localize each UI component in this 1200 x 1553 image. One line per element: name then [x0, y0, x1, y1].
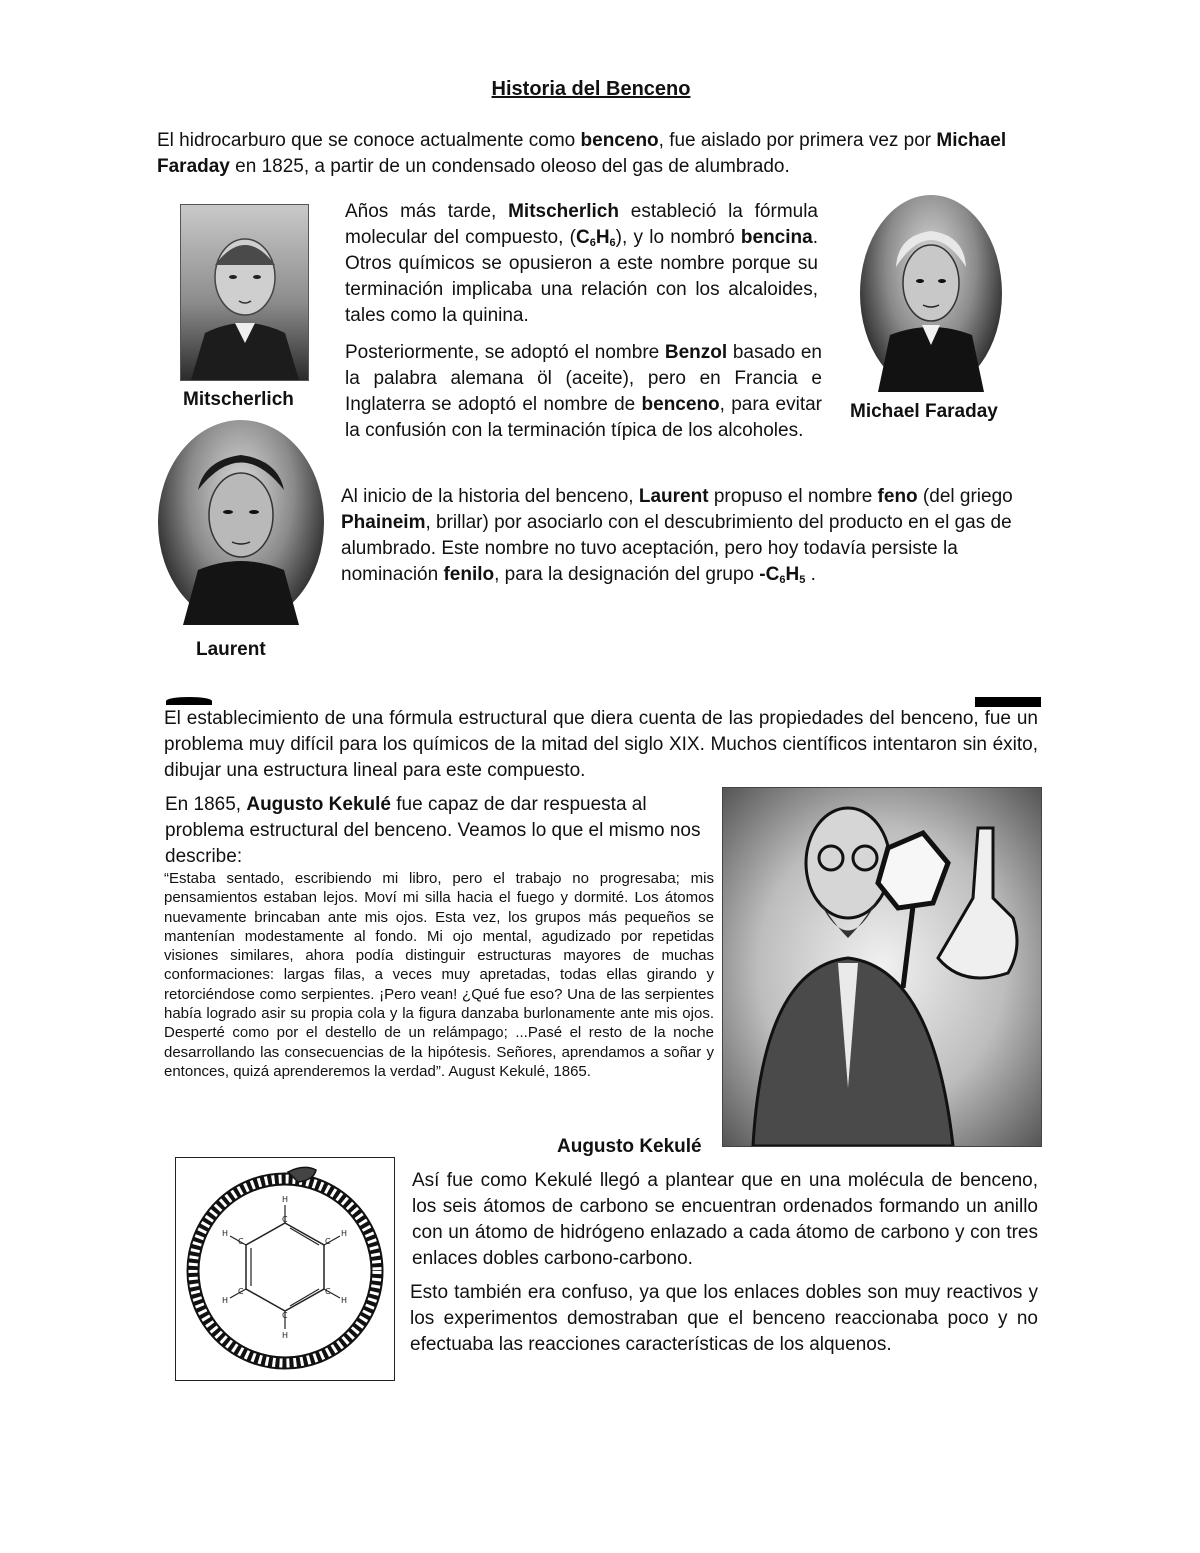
mitscherlich-text-1: Años más tarde,: [345, 201, 509, 222]
atom-h-3: H: [341, 1296, 348, 1305]
formula-h: H: [595, 227, 610, 248]
faraday-caption: Michael Faraday: [850, 401, 998, 422]
benzol-text-2: basado en la palabra alemana öl (aceite), pero en Francia e Inglaterra se adoptó el nombre de: [345, 342, 822, 415]
laurent-bold-name: Laurent: [638, 486, 709, 507]
laurent-text-5: , para la designación del grupo: [494, 564, 760, 585]
kekule-intro-text-2: fue capaz de dar respuesta al problema estructural del benceno. Veamos lo que el mismo nos describe:: [165, 794, 701, 867]
laurent-caption: Laurent: [196, 639, 266, 660]
formula-c6h6: [576, 227, 616, 248]
black-artifact-left: [166, 697, 212, 705]
laurent-bold-feno: feno: [877, 486, 918, 507]
intro-text-2: , fue aislado por primera vez por: [658, 130, 937, 151]
laurent-bold-phaineim: Phaineim: [341, 512, 426, 533]
atom-h-4: H: [282, 1331, 289, 1340]
group-c6h5: [759, 564, 805, 585]
mitscherlich-bold-name: Mitscherlich: [508, 201, 619, 222]
benzol-text-1: Posteriormente, se adoptó el nombre: [345, 342, 665, 363]
benzol-text-3: , para evitar la confusión con la terminación típica de los alcoholes.: [345, 394, 823, 441]
intro-paragraph: [157, 128, 1037, 180]
laurent-text-6: .: [805, 564, 816, 585]
mitscherlich-text-3: ), y lo nombró: [615, 227, 741, 248]
kekule-sketch: [723, 788, 1041, 1146]
ring-paragraph: Así fue como Kekulé llegó a plantear que en una molécula de benceno, los seis átomos de carbono se encuentran ordenados formando un anillo con un átomo de hidrógeno enlazado a cada átomo de carbono y con tres enlaces dobles carbono-carbono.: [412, 1170, 1038, 1269]
formula-c: C: [575, 227, 590, 248]
atom-h-2: H: [341, 1229, 348, 1238]
group-c: -C: [759, 564, 780, 585]
atom-c-6: C: [238, 1237, 244, 1246]
atom-h-1: H: [282, 1195, 289, 1204]
benzol-paragraph: [345, 340, 822, 444]
laurent-text-2: propuso el nombre: [708, 486, 878, 507]
mitscherlich-text-4: . Otros químicos se opusieron a este nombre porque su terminación implicaba una relación con los alcaloides, tales como la quinina.: [345, 227, 818, 326]
atom-c-2: C: [325, 1237, 331, 1246]
kekule-intro-paragraph: [165, 792, 717, 870]
kekule-intro-text-1: En 1865,: [165, 794, 247, 815]
group-h: H: [785, 564, 800, 585]
structure-paragraph: El establecimiento de una fórmula estructural que diera cuenta de las propiedades del benceno, fue un problema muy difícil para los químicos de la mitad del siglo XIX. Muchos científicos intentaron sin éxito, dibujar una estructura lineal para este compuesto.: [164, 708, 1038, 781]
group-h-sub: 5: [799, 574, 806, 586]
laurent-text-1: Al inicio de la historia del benceno,: [341, 486, 639, 507]
kekule-illustration: [722, 787, 1042, 1147]
group-c-sub: 6: [779, 574, 786, 586]
intro-bold-faraday: Michael Faraday: [157, 130, 1007, 177]
confuso-paragraph: Esto también era confuso, ya que los enlaces dobles son muy reactivos y los experimentos demostraban que el benceno reaccionaba poco y no efectuaba las reacciones características de los alquenos.: [410, 1282, 1038, 1355]
laurent-bold-fenilo: fenilo: [443, 564, 495, 585]
mitscherlich-portrait-sketch: [181, 205, 308, 380]
faraday-portrait-sketch: [860, 195, 1002, 392]
mitscherlich-text-2: estableció la fórmula molecular del compuesto, (: [345, 201, 818, 248]
ouroboros-svg: [176, 1158, 394, 1380]
kekule-caption: Augusto Kekulé: [557, 1136, 702, 1157]
formula-c-sub: 6: [589, 237, 596, 249]
laurent-portrait-sketch: [158, 420, 324, 625]
formula-h-sub: 6: [609, 237, 616, 249]
mitscherlich-caption: Mitscherlich: [183, 389, 294, 410]
page-title: Historia del Benceno: [491, 78, 691, 100]
mitscherlich-portrait: [180, 204, 309, 381]
intro-text-1: El hidrocarburo que se conoce actualmente como: [157, 130, 581, 151]
intro-bold-benceno: benceno: [580, 130, 659, 151]
atom-h-6: H: [222, 1229, 229, 1238]
laurent-text-3: (del griego: [917, 486, 1013, 507]
laurent-portrait: [158, 420, 324, 625]
atom-c-1: C: [282, 1215, 288, 1224]
mitscherlich-bold-bencina: bencina: [740, 227, 813, 248]
laurent-paragraph: [341, 484, 1031, 588]
atom-c-5: C: [238, 1287, 244, 1296]
atom-h-5: H: [222, 1296, 229, 1305]
laurent-text-4: , brillar) por asociarlo con el descubrimiento del producto en el gas de alumbrado. Este nombre no tuvo aceptación, pero hoy todavía persiste la nominación: [341, 512, 1012, 585]
kekule-intro-bold-name: Augusto Kekulé: [246, 794, 391, 815]
atom-c-4: C: [282, 1311, 288, 1320]
intro-text-3: en 1825, a partir de un condensado oleoso del gas de alumbrado.: [229, 156, 790, 177]
ouroboros-benzene-diagram: [175, 1157, 395, 1381]
atom-c-3: C: [325, 1287, 331, 1296]
benzol-bold-benceno: benceno: [641, 394, 720, 415]
mitscherlich-paragraph: [345, 199, 818, 329]
benzol-bold-benzol: Benzol: [664, 342, 728, 363]
kekule-quote: “Estaba sentado, escribiendo mi libro, pero el trabajo no progresaba; mis pensamientos estaban lejos. Moví mi silla hacia el fuego y dormité. Los átomos nuevamente brincaban ante mis ojos. Esta vez, los grupos más pequeños se mantenían modestamente al fondo. Mi ojo mental, agudizado por repetidas visiones similares, ahora podía distinguir estructuras mayores de muchas conformaciones: largas filas, a veces muy apretadas, todas ellas girando y retorciéndose como serpientes. ¡Pero vean! ¿Qué fue eso? Una de las serpientes había logrado asir su propia cola y la figura danzaba burlonamente ante mis ojos. Desperté como por el destello de un relámpago; ...Pasé el resto de la noche desarrollando las consecuencias de la hipótesis. Señores, aprendamos a soñar y entonces, quizá aprenderemos la verdad”. August Kekulé, 1865.: [164, 870, 714, 1080]
faraday-portrait: [860, 195, 1002, 392]
